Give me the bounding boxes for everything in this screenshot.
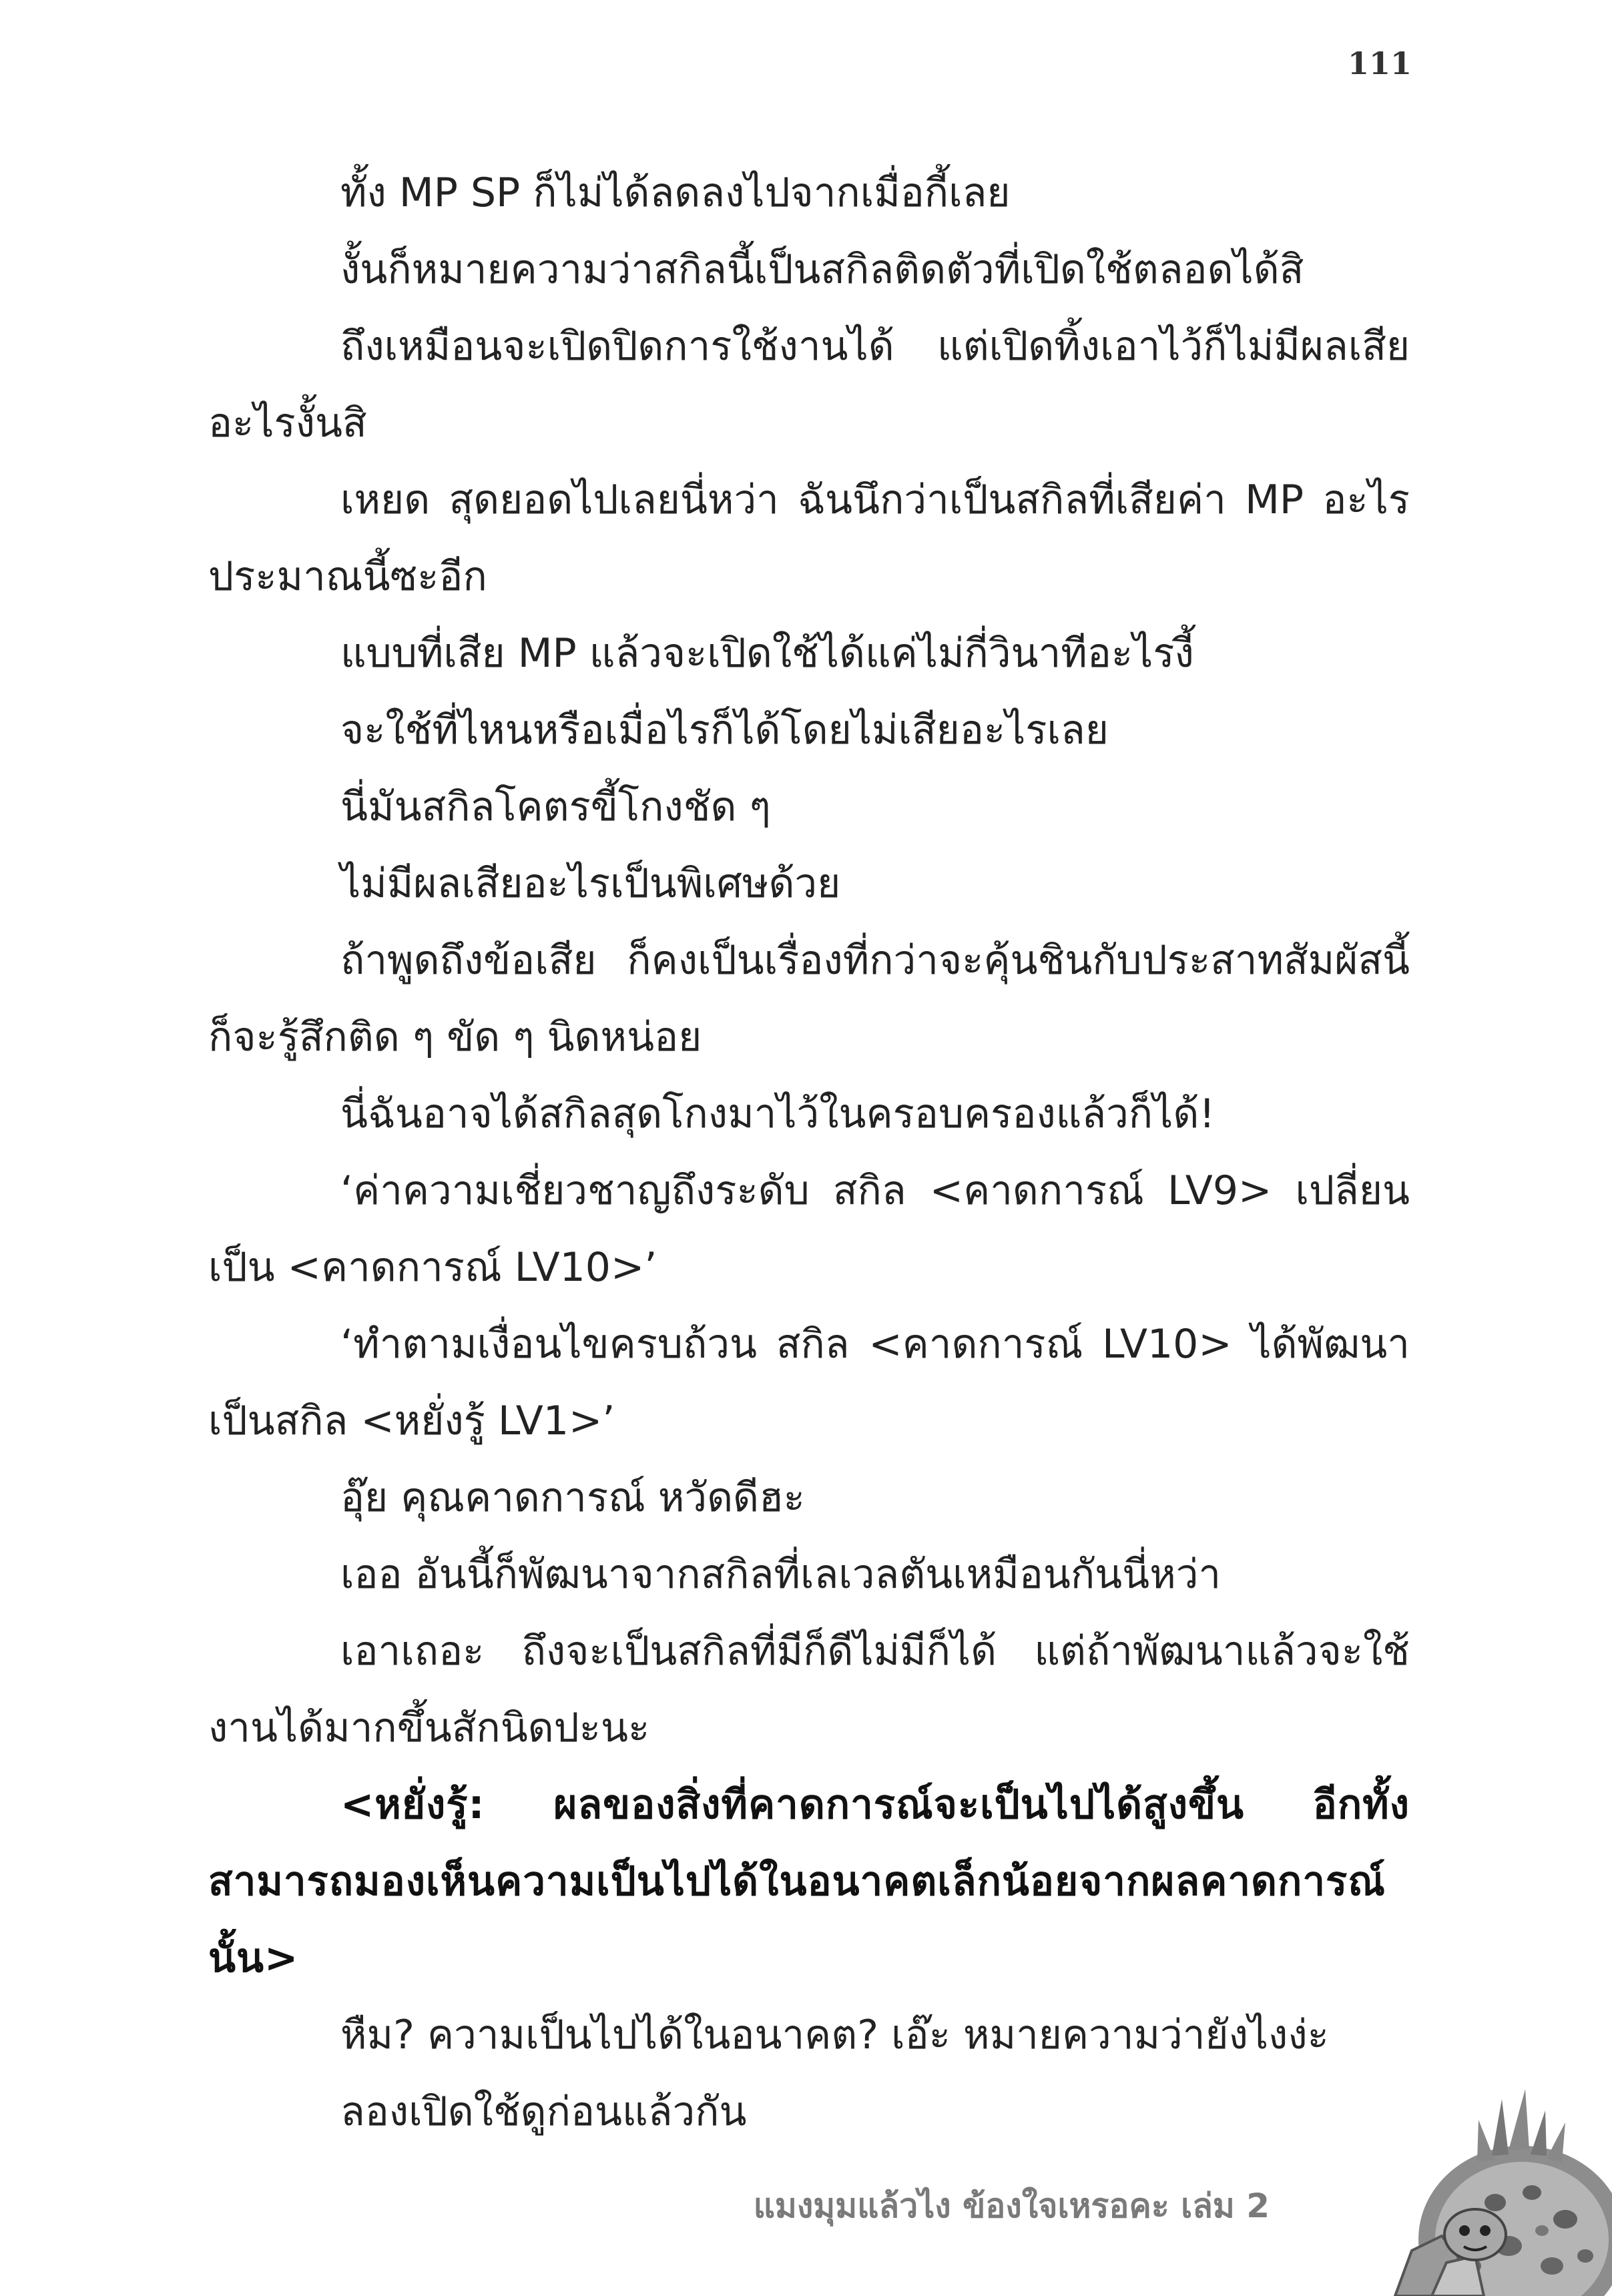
running-footer-title: แมงมุมแล้วไง ข้องใจเหรอคะ เล่ม 2	[753, 2187, 1270, 2225]
paragraph: ‘ทำตามเงื่อนไขครบถ้วน สกิล <คาดการณ์ LV10> ได้พัฒนาเป็นสกิล <หยั่งรู้ LV1>’	[208, 1321, 1410, 1444]
paragraph: อุ๊ย คุณคาดการณ์ หวัดดีฮะ	[340, 1474, 805, 1521]
paragraph: เอาเถอะ ถึงจะเป็นสกิลที่มีก็ดีไม่มีก็ได้ แต่ถ้าพัฒนาแล้วจะใช้งานได้มากขึ้นสักนิดปะนะ	[208, 1628, 1410, 1751]
page-number: 111	[1347, 45, 1412, 81]
paragraph: ‘ค่าความเชี่ยวชาญถึงระดับ สกิล <คาดการณ์ LV9> เปลี่ยนเป็น <คาดการณ์ LV10>’	[208, 1167, 1410, 1291]
paragraph: เหยด สุดยอดไปเลยนี่หว่า ฉันนึกว่าเป็นสกิลที่เสียค่า MP อะไรประมาณนี้ซะอีก	[208, 477, 1410, 600]
paragraph: ลองเปิดใช้ดูก่อนแล้วกัน	[340, 2088, 747, 2135]
monster-face-icon	[1444, 2209, 1506, 2260]
spider-egg-illustration	[1332, 2076, 1612, 2296]
chapter-body-text	[208, 155, 1410, 2150]
paragraph: ไม่มีผลเสียอะไรเป็นพิเศษด้วย	[340, 860, 841, 907]
paragraph: แบบที่เสีย MP แล้วจะเปิดใช้ได้แค่ไม่กี่วินาทีอะไรงี้	[340, 630, 1194, 677]
paragraph: จะใช้ที่ไหนหรือเมื่อไรก็ได้โดยไม่เสียอะไรเลย	[340, 707, 1109, 754]
paragraph: เออ อันนี้ก็พัฒนาจากสกิลที่เลเวลตันเหมือนกันนี่หว่า	[340, 1551, 1222, 1598]
paragraph: ทั้ง MP SP ก็ไม่ได้ลดลงไปจากเมื่อกี้เลย	[340, 170, 1011, 216]
paragraph: ถึงเหมือนจะเปิดปิดการใช้งานได้ แต่เปิดทิ้งเอาไว้ก็ไม่มีผลเสียอะไรงั้นสิ	[208, 323, 1410, 447]
skill-description-paragraph: <หยั่งรู้: ผลของสิ่งที่คาดการณ์จะเป็นไปได้สูงขึ้น อีกทั้งสามารถมองเห็นความเป็นไปได้ในอนาคตเล็กน้อยจากผลคาดการณ์นั้น>	[208, 1781, 1410, 1982]
paragraph: นี่มันสกิลโคตรขี้โกงชัด ๆ	[340, 784, 771, 830]
paragraph: หืม? ความเป็นไปได้ในอนาคต? เอ๊ะ หมายความว่ายังไงง่ะ	[340, 2012, 1329, 2058]
paragraph: ถ้าพูดถึงข้อเสีย ก็คงเป็นเรื่องที่กว่าจะคุ้นชินกับประสาทสัมผัสนี้ก็จะรู้สึกติด ๆ ขัด ๆ นิดหน่อย	[208, 937, 1410, 1061]
paragraph: งั้นก็หมายความว่าสกิลนี้เป็นสกิลติดตัวที่เปิดใช้ตลอดได้สิ	[340, 246, 1304, 293]
paragraph: นี่ฉันอาจได้สกิลสุดโกงมาไว้ในครอบครองแล้วก็ได้!	[340, 1091, 1216, 1137]
